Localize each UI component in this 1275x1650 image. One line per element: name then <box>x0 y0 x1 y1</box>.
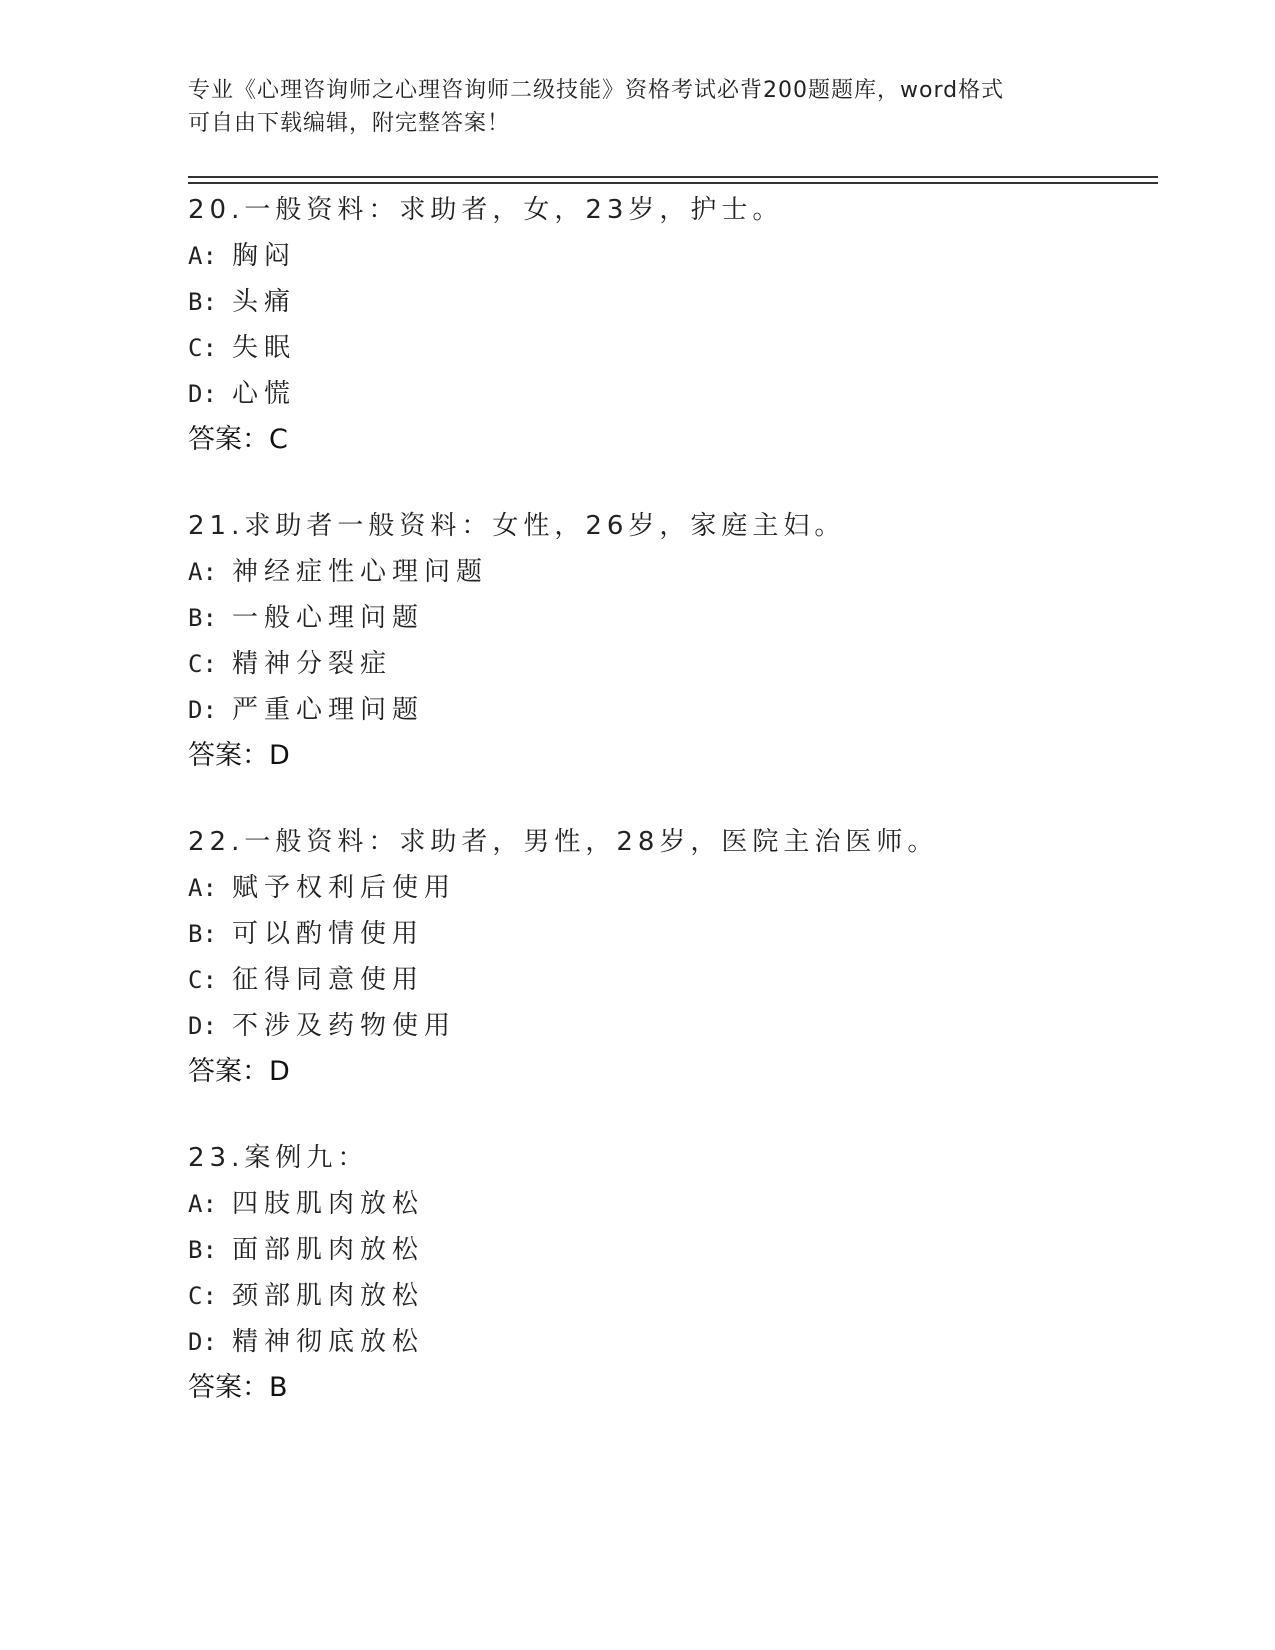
option-text: 征得同意使用 <box>232 965 425 995</box>
option-text: 可以酌情使用 <box>232 919 425 949</box>
option-letter: A: <box>188 558 217 586</box>
option-text: 颈部肌肉放松 <box>232 1281 425 1311</box>
header-divider-top <box>188 176 1158 178</box>
option-text: 严重心理问题 <box>232 695 425 725</box>
header-line-2: 可自由下载编辑，附完整答案！ <box>188 111 511 136</box>
option-b <box>188 1227 1148 1273</box>
option-b <box>188 911 1148 957</box>
option-b <box>188 595 1148 641</box>
option-d <box>188 687 1148 733</box>
question-stem: 23.案例九： <box>188 1143 369 1173</box>
option-a <box>188 233 1148 279</box>
option-letter: D: <box>188 1012 217 1040</box>
option-letter: B: <box>188 288 217 316</box>
question-block <box>188 1135 1148 1411</box>
option-text: 面部肌肉放松 <box>232 1235 425 1265</box>
option-letter: D: <box>188 1328 217 1356</box>
option-letter: C: <box>188 334 217 362</box>
option-c <box>188 325 1148 371</box>
option-c <box>188 1273 1148 1319</box>
option-text: 赋予权利后使用 <box>232 873 457 903</box>
option-text: 头痛 <box>232 287 297 317</box>
option-text: 一般心理问题 <box>232 603 425 633</box>
option-text: 神经症性心理问题 <box>232 557 489 587</box>
document-header <box>188 74 1088 140</box>
option-letter: A: <box>188 242 217 270</box>
option-letter: D: <box>188 696 217 724</box>
option-text: 四肢肌肉放松 <box>232 1189 425 1219</box>
option-b <box>188 279 1148 325</box>
question-stem: 21.求助者一般资料：女性，26岁，家庭主妇。 <box>188 511 846 541</box>
answer-line: 答案：D <box>188 1056 290 1087</box>
option-text: 精神分裂症 <box>232 649 393 679</box>
option-text: 胸闷 <box>232 241 297 271</box>
answer-line: 答案：C <box>188 424 288 455</box>
option-letter: B: <box>188 920 217 948</box>
option-letter: B: <box>188 1236 217 1264</box>
option-a <box>188 1181 1148 1227</box>
option-d <box>188 1319 1148 1365</box>
option-text: 心慌 <box>232 379 297 409</box>
option-text: 不涉及药物使用 <box>232 1011 457 1041</box>
option-letter: A: <box>188 1190 217 1218</box>
question-block <box>188 503 1148 779</box>
question-stem: 20.一般资料：求助者，女，23岁，护士。 <box>188 195 784 225</box>
header-line-1: 专业《心理咨询师之心理咨询师二级技能》资格考试必背200题题库，word格式 <box>188 78 1005 103</box>
header-divider-bottom <box>188 182 1158 184</box>
answer-line: 答案：D <box>188 740 290 771</box>
option-d <box>188 371 1148 417</box>
question-block <box>188 187 1148 463</box>
option-c <box>188 957 1148 1003</box>
option-letter: C: <box>188 966 217 994</box>
option-a <box>188 865 1148 911</box>
option-text: 精神彻底放松 <box>232 1327 425 1357</box>
option-c <box>188 641 1148 687</box>
option-a <box>188 549 1148 595</box>
option-letter: D: <box>188 380 217 408</box>
option-text: 失眠 <box>232 333 297 363</box>
question-stem: 22.一般资料：求助者，男性，28岁，医院主治医师。 <box>188 827 939 857</box>
option-letter: A: <box>188 874 217 902</box>
answer-line: 答案：B <box>188 1372 288 1403</box>
option-letter: B: <box>188 604 217 632</box>
option-letter: C: <box>188 1282 217 1310</box>
option-letter: C: <box>188 650 217 678</box>
option-d <box>188 1003 1148 1049</box>
question-block <box>188 819 1148 1095</box>
